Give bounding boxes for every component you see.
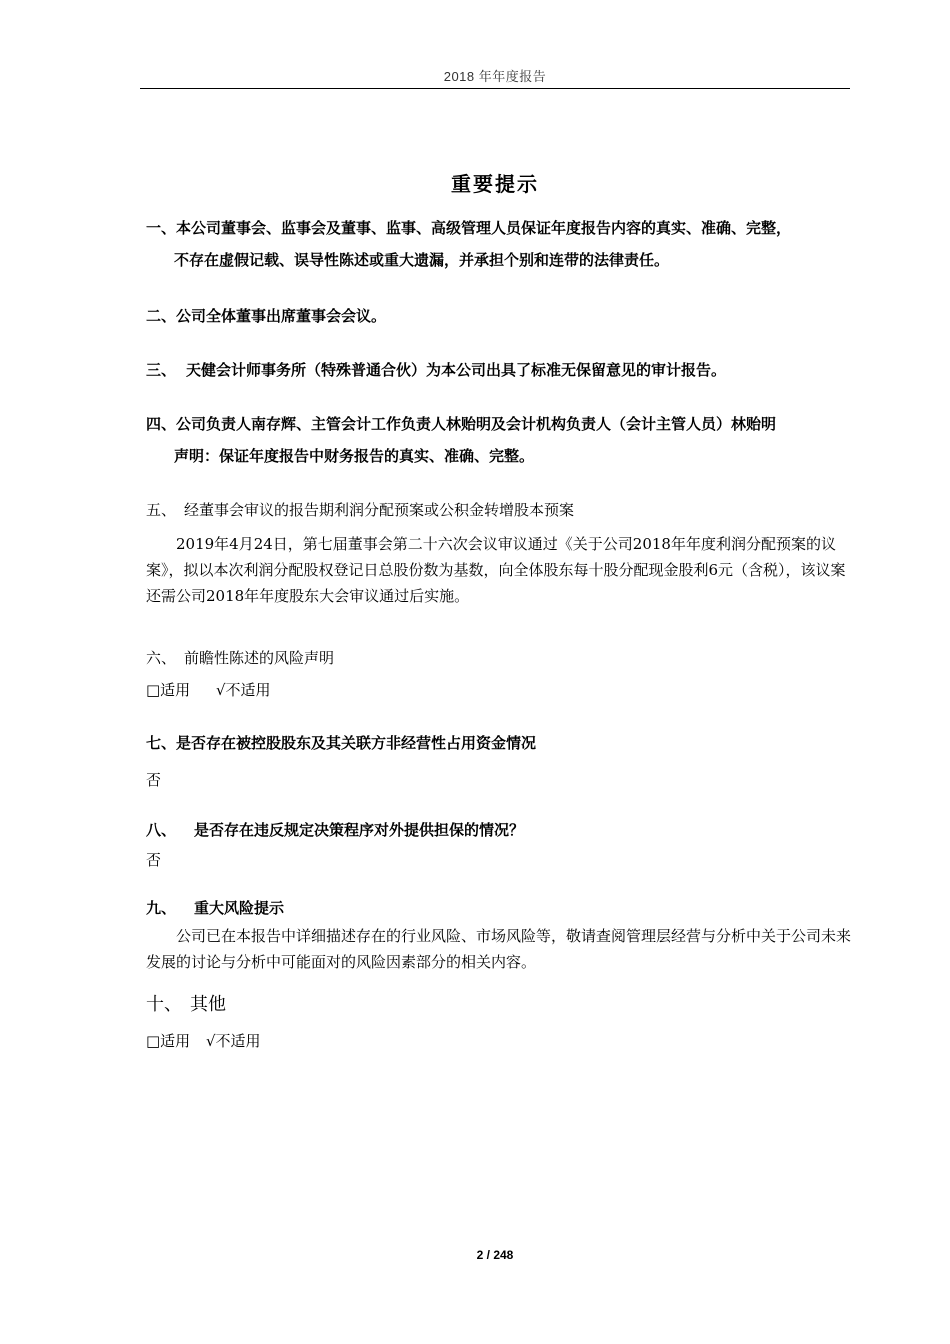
section-2-text: 二、公司全体董事出席董事会会议。 <box>146 300 851 332</box>
section-1-line1: 一、本公司董事会、监事会及董事、监事、高级管理人员保证年度报告内容的真实、准确、完整， <box>146 212 851 244</box>
section-7-number: 七、 <box>146 734 177 752</box>
section-5-body: 2019年4月24日，第七届董事会第二十六次会议审议通过《关于公司2018年年度利润分配预案的议案》，拟以本次利润分配股权登记日总股份数为基数，向全体股东每十股分配现金股利6元（含税），该议案还需公司2018年年度股东大会审议通过后实施。 <box>146 535 846 605</box>
section-4-line1: 四、公司负责人南存辉、主管会计工作负责人林贻明及会计机构负责人（会计主管人员）林贻明 <box>146 408 851 440</box>
page-title: 重要提示 <box>451 172 539 196</box>
section-8-number: 八、 <box>146 821 177 839</box>
section-10-heading: 十、 其他 <box>146 990 851 1020</box>
section-8 <box>146 815 851 873</box>
section-7-heading: 七、是否存在被控股股东及其关联方非经营性占用资金情况 <box>146 727 851 759</box>
section-3-text: 三、 天健会计师事务所（特殊普通合伙）为本公司出具了标准无保留意见的审计报告。 <box>146 354 851 386</box>
option-applicable: □适用 <box>146 1032 191 1050</box>
option-not-applicable: √不适用 <box>206 1032 261 1050</box>
section-6 <box>146 643 851 703</box>
section-2 <box>146 300 851 332</box>
section-6-heading: 六、 前瞻性陈述的风险声明 <box>146 643 851 673</box>
section-9 <box>146 893 851 975</box>
section-5-number: 五、 <box>146 501 177 519</box>
section-10-number: 十、 <box>146 994 182 1015</box>
section-10-options <box>146 1028 851 1054</box>
section-5-heading: 五、 经董事会审议的报告期利润分配预案或公积金转增股本预案 <box>146 495 851 525</box>
section-4-number: 四、 <box>146 415 177 433</box>
section-7-answer: 否 <box>146 771 162 789</box>
section-1-line2: 不存在虚假记载、误导性陈述或重大遗漏，并承担个别和连带的法律责任。 <box>174 251 670 269</box>
section-1-number: 一、 <box>146 219 177 237</box>
section-5 <box>146 495 851 609</box>
section-8-answer: 否 <box>146 851 162 869</box>
option-applicable: □适用 <box>146 681 191 699</box>
header-divider <box>140 88 850 89</box>
section-9-body: 公司已在本报告中详细描述存在的行业风险、市场风险等，敬请查阅管理层经营与分析中关于公司未来发展的讨论与分析中可能面对的风险因素部分的相关内容。 <box>146 927 852 971</box>
section-2-number: 二、 <box>146 307 177 325</box>
section-1 <box>146 212 851 276</box>
section-3 <box>146 354 851 386</box>
section-10 <box>146 990 851 1054</box>
section-4-line2: 声明：保证年度报告中财务报告的真实、准确、完整。 <box>174 447 535 465</box>
option-not-applicable: √不适用 <box>216 681 271 699</box>
section-6-options <box>146 677 851 703</box>
section-9-heading: 九、 重大风险提示 <box>146 893 851 923</box>
running-header: 2018 年年度报告 <box>443 69 547 84</box>
section-8-heading: 八、 是否存在违反规定决策程序对外提供担保的情况？ <box>146 815 851 845</box>
section-7 <box>146 727 851 793</box>
section-9-number: 九、 <box>146 899 177 917</box>
section-6-number: 六、 <box>146 649 177 667</box>
section-4 <box>146 408 851 472</box>
page-number: 2 / 248 <box>476 1248 514 1262</box>
section-3-number: 三、 <box>146 361 177 379</box>
